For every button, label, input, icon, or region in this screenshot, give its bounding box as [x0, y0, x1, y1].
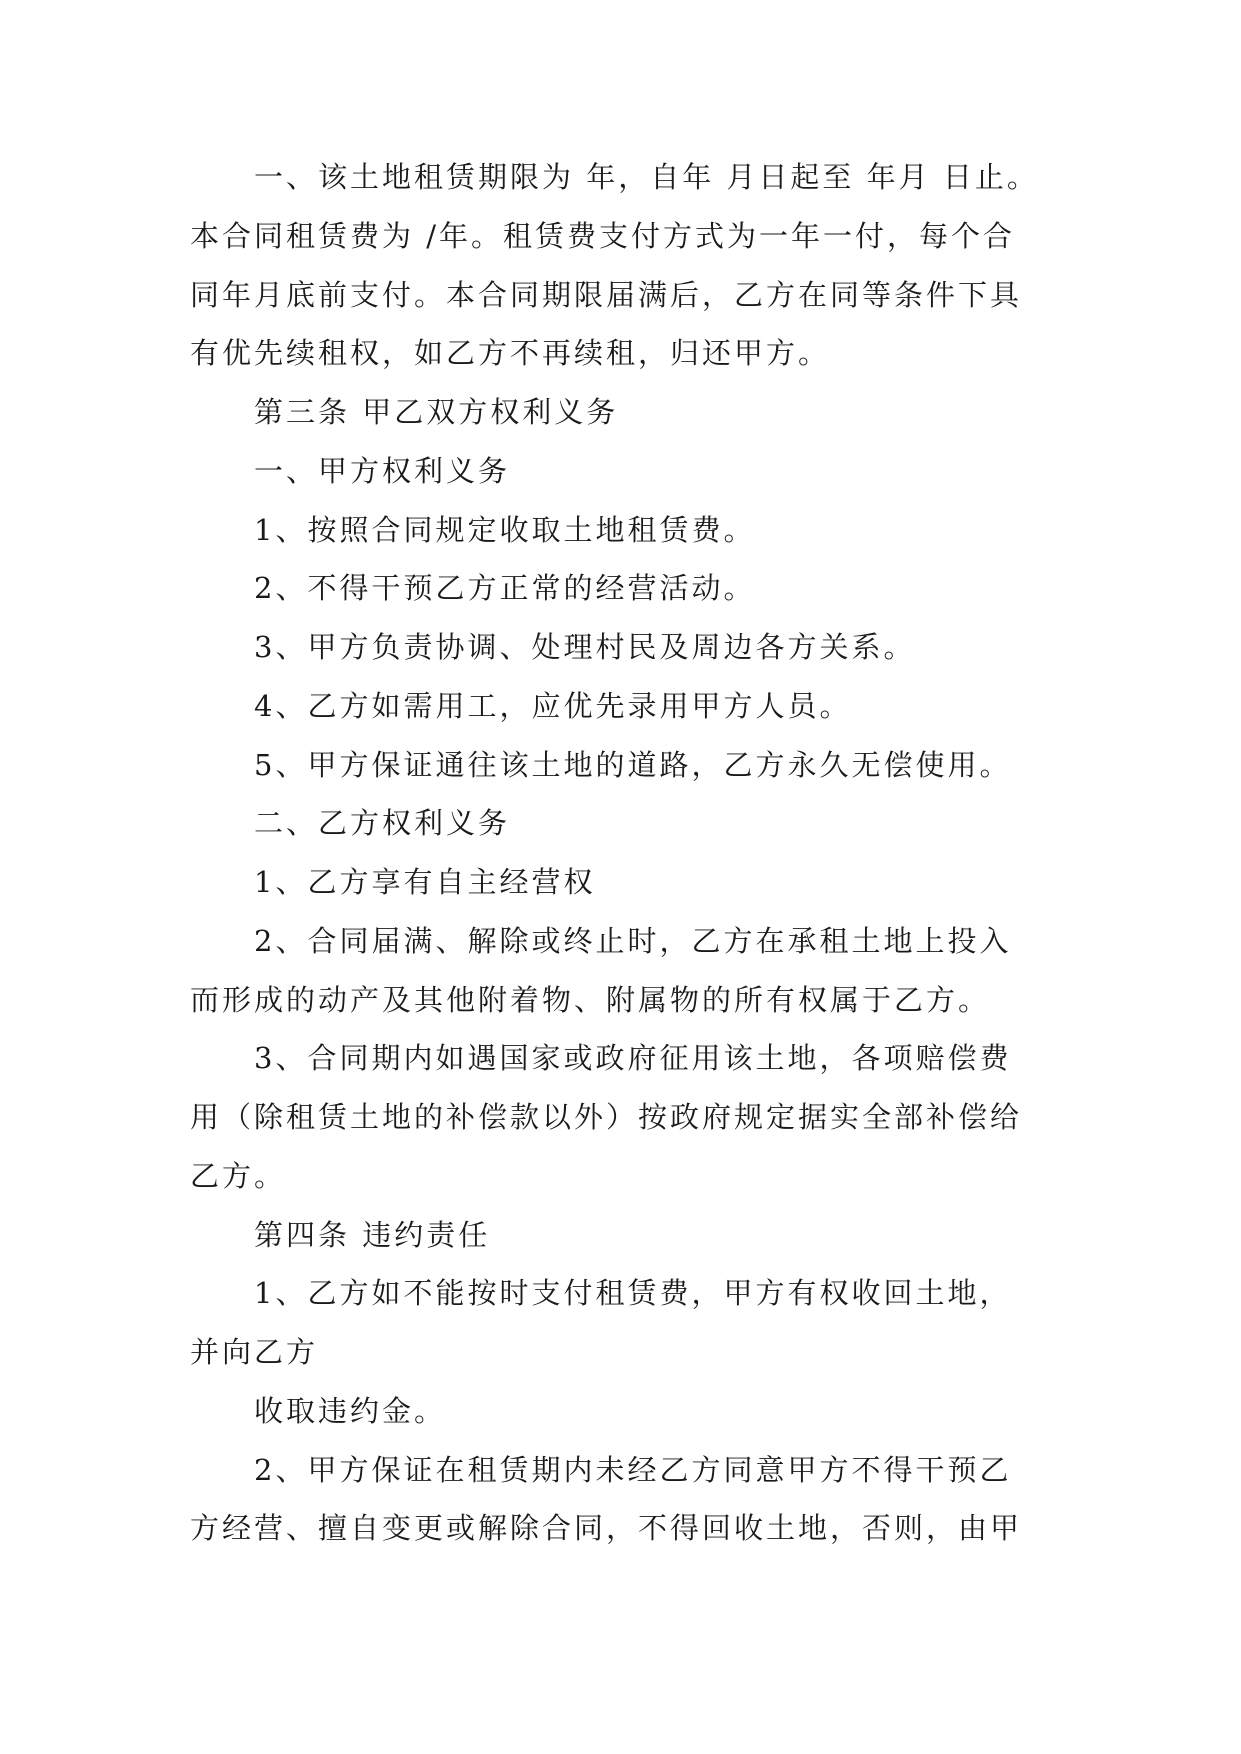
list-item: 3、合同期内如遇国家或政府征用该土地，各项赔偿费	[254, 1041, 1012, 1075]
paragraph-line: 同年月底前支付。本合同期限届满后，乙方在同等条件下具	[190, 278, 1023, 312]
paragraph-line: 方经营、擅自变更或解除合同，不得回收土地，否则，由甲	[190, 1511, 1023, 1545]
list-item: 4、乙方如需用工，应优先录用甲方人员。	[254, 689, 852, 723]
list-item: 1、乙方如不能按时支付租赁费，甲方有权收回土地，	[254, 1276, 1012, 1310]
section-heading-party-a: 一、甲方权利义务	[254, 454, 511, 488]
paragraph-line: 乙方。	[190, 1159, 287, 1193]
list-item: 1、乙方享有自主经营权	[254, 865, 596, 899]
article-3-heading: 第三条 甲乙双方权利义务	[254, 395, 619, 429]
list-item: 2、甲方保证在租赁期内未经乙方同意甲方不得干预乙	[254, 1453, 1012, 1487]
paragraph-lease-term: 一、该土地租赁期限为 年，自年 月日起至 年月 日止。	[254, 160, 1039, 194]
list-item: 2、不得干预乙方正常的经营活动。	[254, 571, 756, 605]
paragraph-line: 用（除租赁土地的补偿款以外）按政府规定据实全部补偿给	[190, 1100, 1023, 1134]
article-4-heading: 第四条 违约责任	[254, 1218, 491, 1252]
paragraph-line: 有优先续租权，如乙方不再续租，归还甲方。	[190, 336, 831, 370]
paragraph-line: 收取违约金。	[254, 1394, 447, 1428]
list-item: 1、按照合同规定收取土地租赁费。	[254, 513, 756, 547]
list-item: 5、甲方保证通往该土地的道路，乙方永久无偿使用。	[254, 748, 1012, 782]
paragraph-line: 并向乙方	[190, 1335, 319, 1369]
list-item: 2、合同届满、解除或终止时，乙方在承租土地上投入	[254, 924, 1012, 958]
paragraph-line: 本合同租赁费为 /年。租赁费支付方式为一年一付，每个合	[190, 219, 1015, 253]
section-heading-party-b: 二、乙方权利义务	[254, 806, 511, 840]
paragraph-line: 而形成的动产及其他附着物、附属物的所有权属于乙方。	[190, 983, 991, 1017]
list-item: 3、甲方负责协调、处理村民及周边各方关系。	[254, 630, 916, 664]
